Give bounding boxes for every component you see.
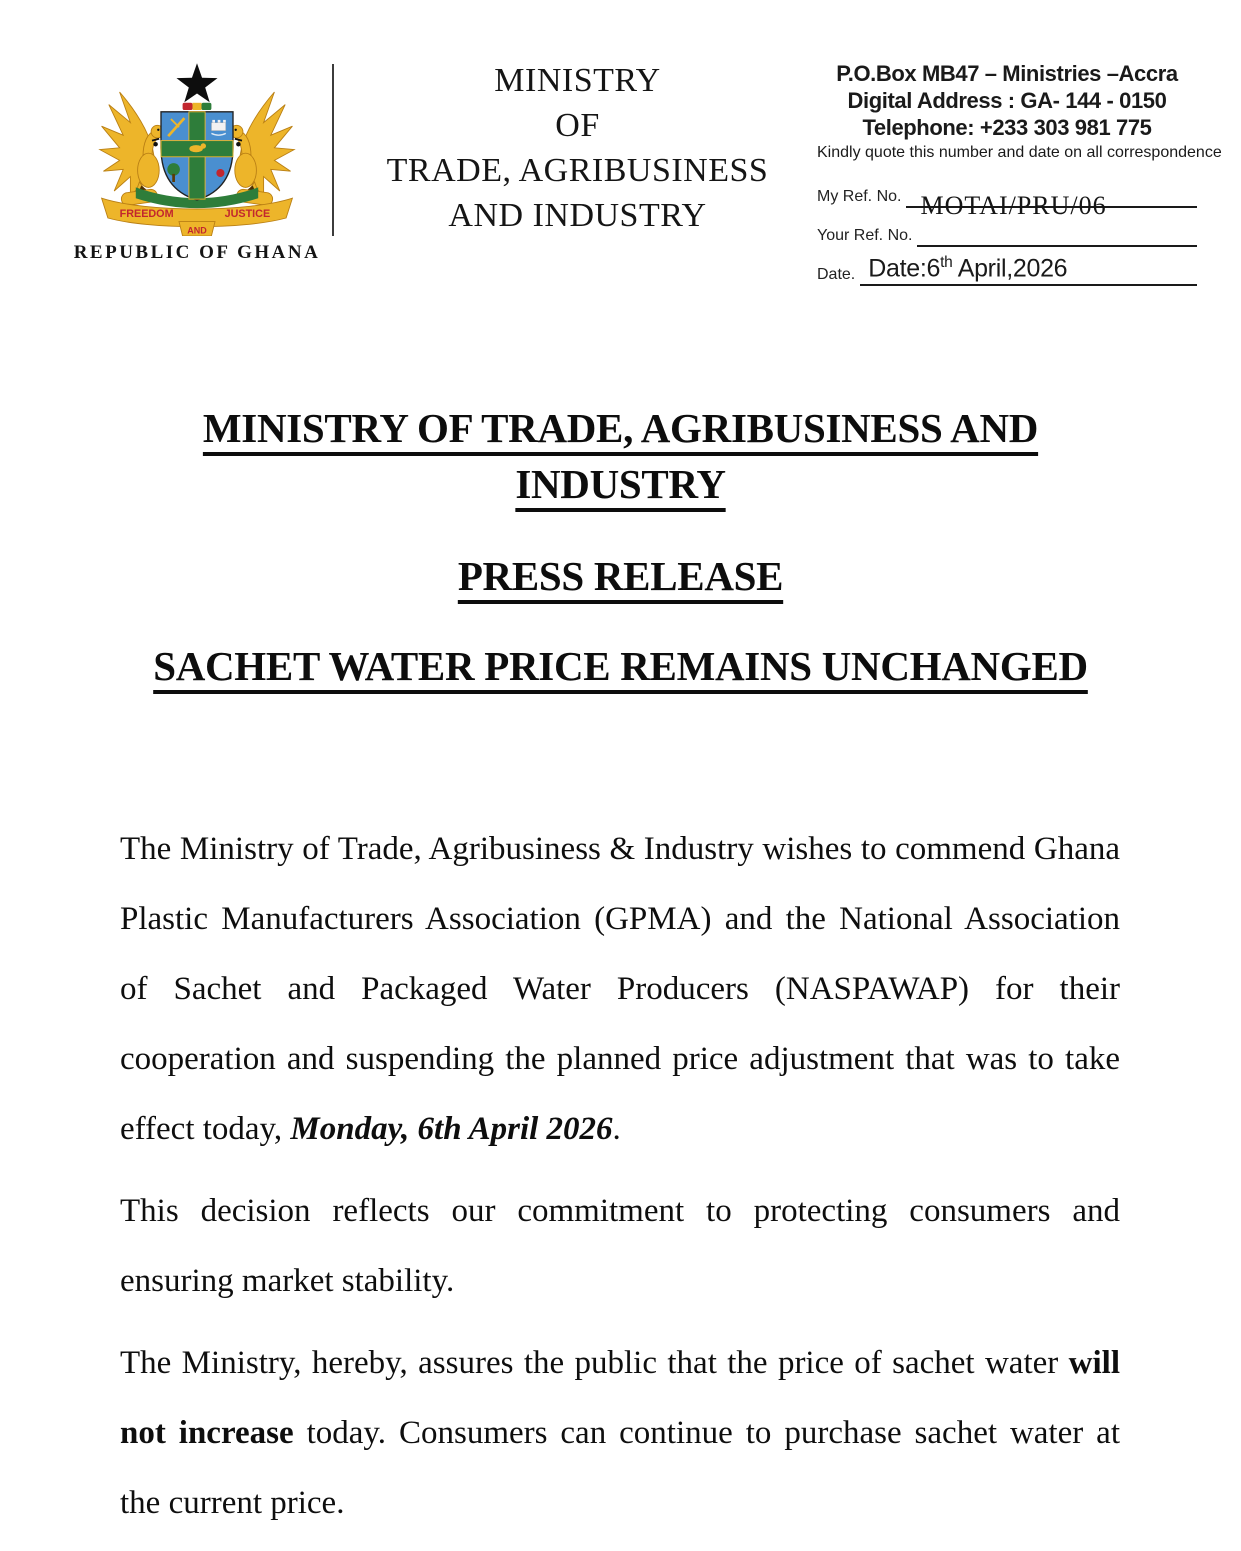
my-ref-label: My Ref. No. (817, 188, 902, 205)
document-title (120, 400, 1121, 512)
republic-of-ghana-caption: REPUBLIC OF GHANA (73, 242, 321, 263)
date-ordinal-suffix: th (940, 253, 953, 271)
paragraph-2-text: This decision reflects our commitment to protecting consumers and ensuring market stability. (120, 1193, 1120, 1299)
date-label: Date. (817, 266, 856, 283)
body-text (120, 814, 1120, 1538)
ministry-title-line-3: TRADE, AGRIBUSINESS (386, 152, 769, 189)
ministry-title-line-4: AND INDUSTRY (448, 197, 707, 234)
date-value (868, 254, 1067, 283)
document-title-line-2: INDUSTRY (515, 461, 726, 507)
contact-block (817, 52, 1222, 295)
paragraph-2 (120, 1176, 1120, 1316)
telephone-line: Telephone: +233 303 981 775 (862, 115, 1152, 140)
my-ref-value: MOTAI/PRU/06 (920, 191, 1107, 220)
document-body (0, 400, 1241, 1538)
your-ref-label: Your Ref. No. (817, 227, 913, 244)
paragraph-3 (120, 1328, 1120, 1538)
banner-freedom: FREEDOM (119, 208, 174, 221)
po-box-line: P.O.Box MB47 – Ministries –Accra (836, 61, 1178, 86)
date-value-suffix: April,2026 (952, 254, 1068, 282)
paragraph-1-date-emphasis: Monday, 6th April 2026 (290, 1111, 613, 1147)
date-value-prefix: Date:6 (868, 254, 941, 282)
paragraph-1-period: . (612, 1111, 621, 1147)
ministry-title-block (338, 52, 817, 238)
date-rule (860, 253, 1197, 286)
paragraph-3-text-start: The Ministry, hereby, assures the public that the price of sachet water (120, 1345, 1069, 1381)
letterhead-divider (332, 64, 334, 236)
ministry-title-line-2: OF (555, 107, 600, 144)
date-row (817, 253, 1197, 286)
my-ref-row (817, 178, 1197, 220)
my-ref-rule (906, 178, 1197, 220)
logo-block (72, 52, 322, 264)
banner-justice: JUSTICE (224, 208, 271, 221)
paragraph-1 (120, 814, 1120, 1164)
banner-and: AND (187, 225, 207, 236)
press-release-heading: PRESS RELEASE (457, 553, 784, 599)
ministry-title-line-1: MINISTRY (494, 62, 661, 99)
digital-address-line: Digital Address : GA- 144 - 0150 (847, 88, 1167, 113)
reference-fields (817, 178, 1197, 286)
paragraph-1-text: The Ministry of Trade, Agribusiness & Industry wishes to commend Ghana Plastic Manufacturers Association (GPMA) and the National Association of Sachet and Packaged Water Producers (NASPAWAP) for their cooperation and suspending the planned price adjustment that was to take effect today, (120, 831, 1120, 1147)
letterhead (0, 0, 1241, 295)
subject-heading: SACHET WATER PRICE REMAINS UNCHANGED (153, 643, 1088, 689)
document-title-line-1: MINISTRY OF TRADE, AGRIBUSINESS AND (202, 405, 1039, 451)
paragraph-3-emphasis: will not increase (120, 1345, 1120, 1451)
correspondence-note: Kindly quote this number and date on all correspondence (817, 144, 1222, 161)
your-ref-rule (917, 217, 1197, 247)
ghana-coat-of-arms-icon (89, 56, 305, 236)
your-ref-row (817, 217, 1197, 247)
paragraph-3-text-end: today. Consumers can continue to purchase sachet water at the current price. (120, 1415, 1121, 1521)
